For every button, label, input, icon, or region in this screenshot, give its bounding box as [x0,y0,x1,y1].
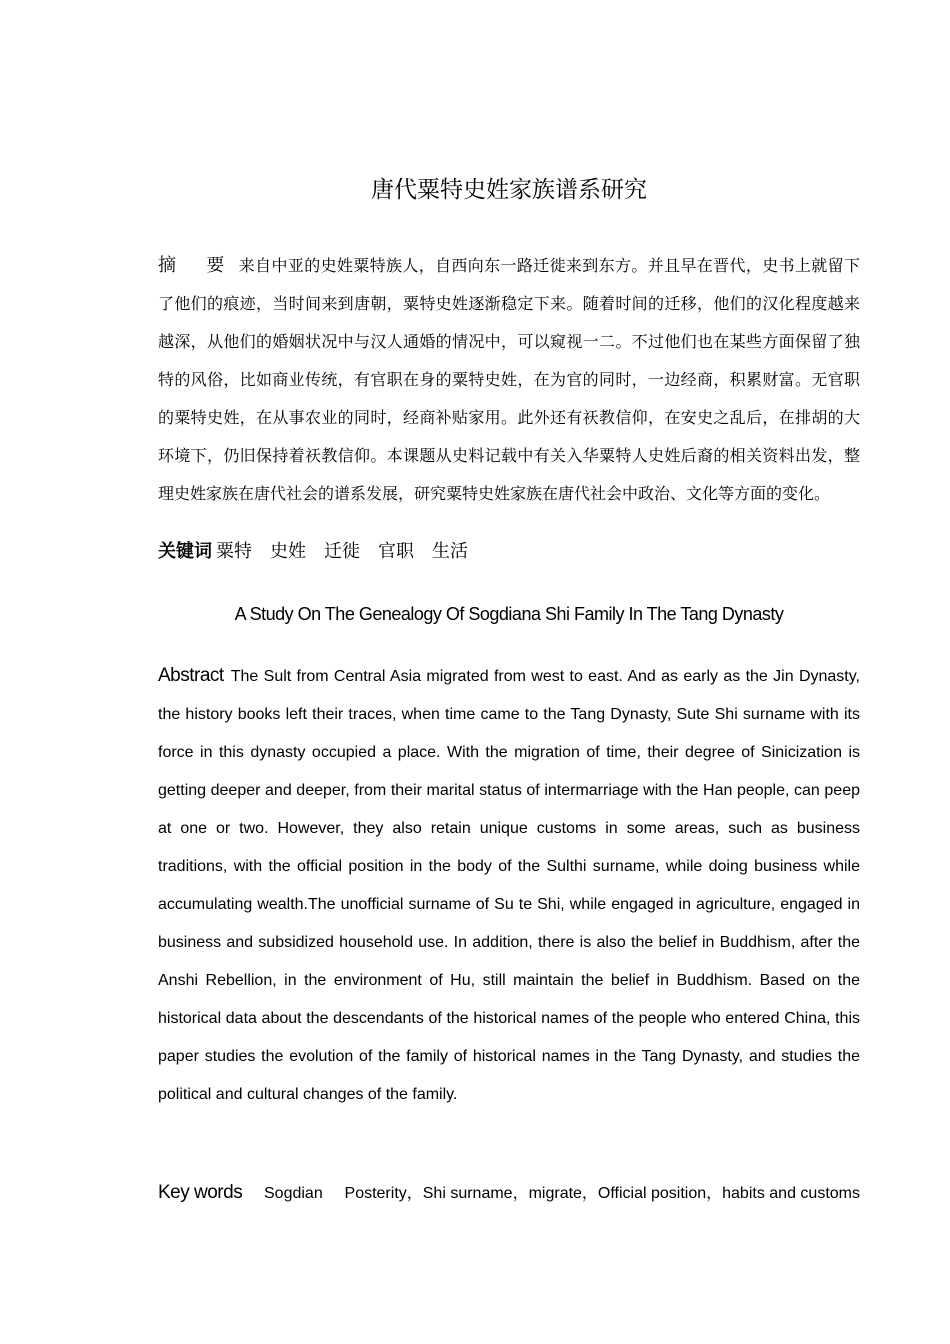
english-title: A Study On The Genealogy Of Sogdiana Shi Family In The Tang Dynasty [234,604,784,624]
chinese-keyword: 生活 [432,541,468,562]
english-abstract-label: Abstract [158,665,224,686]
english-keyword: Sogdian [264,1185,323,1202]
chinese-keyword: 迁徙 [324,541,360,562]
chinese-keyword: 史姓 [270,541,306,562]
chinese-keywords-label: 关键词 [158,541,212,562]
chinese-keyword: 官职 [378,541,414,562]
chinese-abstract-text: 来自中亚的史姓粟特族人，自西向东一路迁徙来到东方。并且早在晋代，史书上就留下了他们的痕迹，当时间来到唐朝，粟特史姓逐渐稳定下来。随着时间的迁移，他们的汉化程度越来越深，从他们的婚姻状况中与汉人通婚的情况中，可以窥视一二。不过他们也在某些方面保留了独特的风俗，比如商业传统，有官职在身的粟特史姓，在为官的同时，一边经商，积累财富。无官职的粟特史姓，在从事农业的同时，经商补贴家用。此外还有祆教信仰，在安史之乱后，在排胡的大环境下，仍旧保持着祆教信仰。本课题从史料记载中有关入华粟特人史姓后裔的相关资料出发，整理史姓家族在唐代社会的谱系发展，研究粟特史姓家族在唐代社会中政治、文化等方面的变化。 [158,256,860,503]
chinese-abstract [158,247,860,513]
english-abstract-text: The Sult from Central Asia migrated from west to east. And as early as the Jin Dynasty, the history books left their traces, when time came to the Tang Dynasty, Sute Shi surname with its force in this dynasty occupied a place. With the migration of time, their degree of Sinicization is getting deeper and deeper, from their marital status of intermarriage with the Han people, can peep at one or two. However, they also retain unique customs in some areas, such as business traditions, with the official position in the body of the Sulthi surname, while doing business while accumulating wealth.The unofficial surname of Su te Shi, while engaged in agriculture, engaged in business and subsidized household use. In addition, there is also the belief in Buddhism, after the Anshi Rebellion, in the environment of Hu, still maintain the belief in Buddhism. Based on the historical data about the descendants of the historical names of the people who entered China, this paper studies the evolution of the family of historical names in the Tang Dynasty, and studies the political and cultural changes of the family. [158,668,861,1103]
english-keyword: Posterity，Shi surname，migrate，Official position，habits and customs [344,1185,860,1202]
chinese-abstract-label: 摘 要 [158,255,237,276]
english-abstract [158,657,860,1114]
english-keywords [158,1176,860,1211]
chinese-keywords [158,535,860,569]
english-keywords-label: Key words [158,1182,243,1203]
chinese-title: 唐代粟特史姓家族谱系研究 [371,177,647,203]
chinese-keyword: 粟特 [216,541,252,562]
